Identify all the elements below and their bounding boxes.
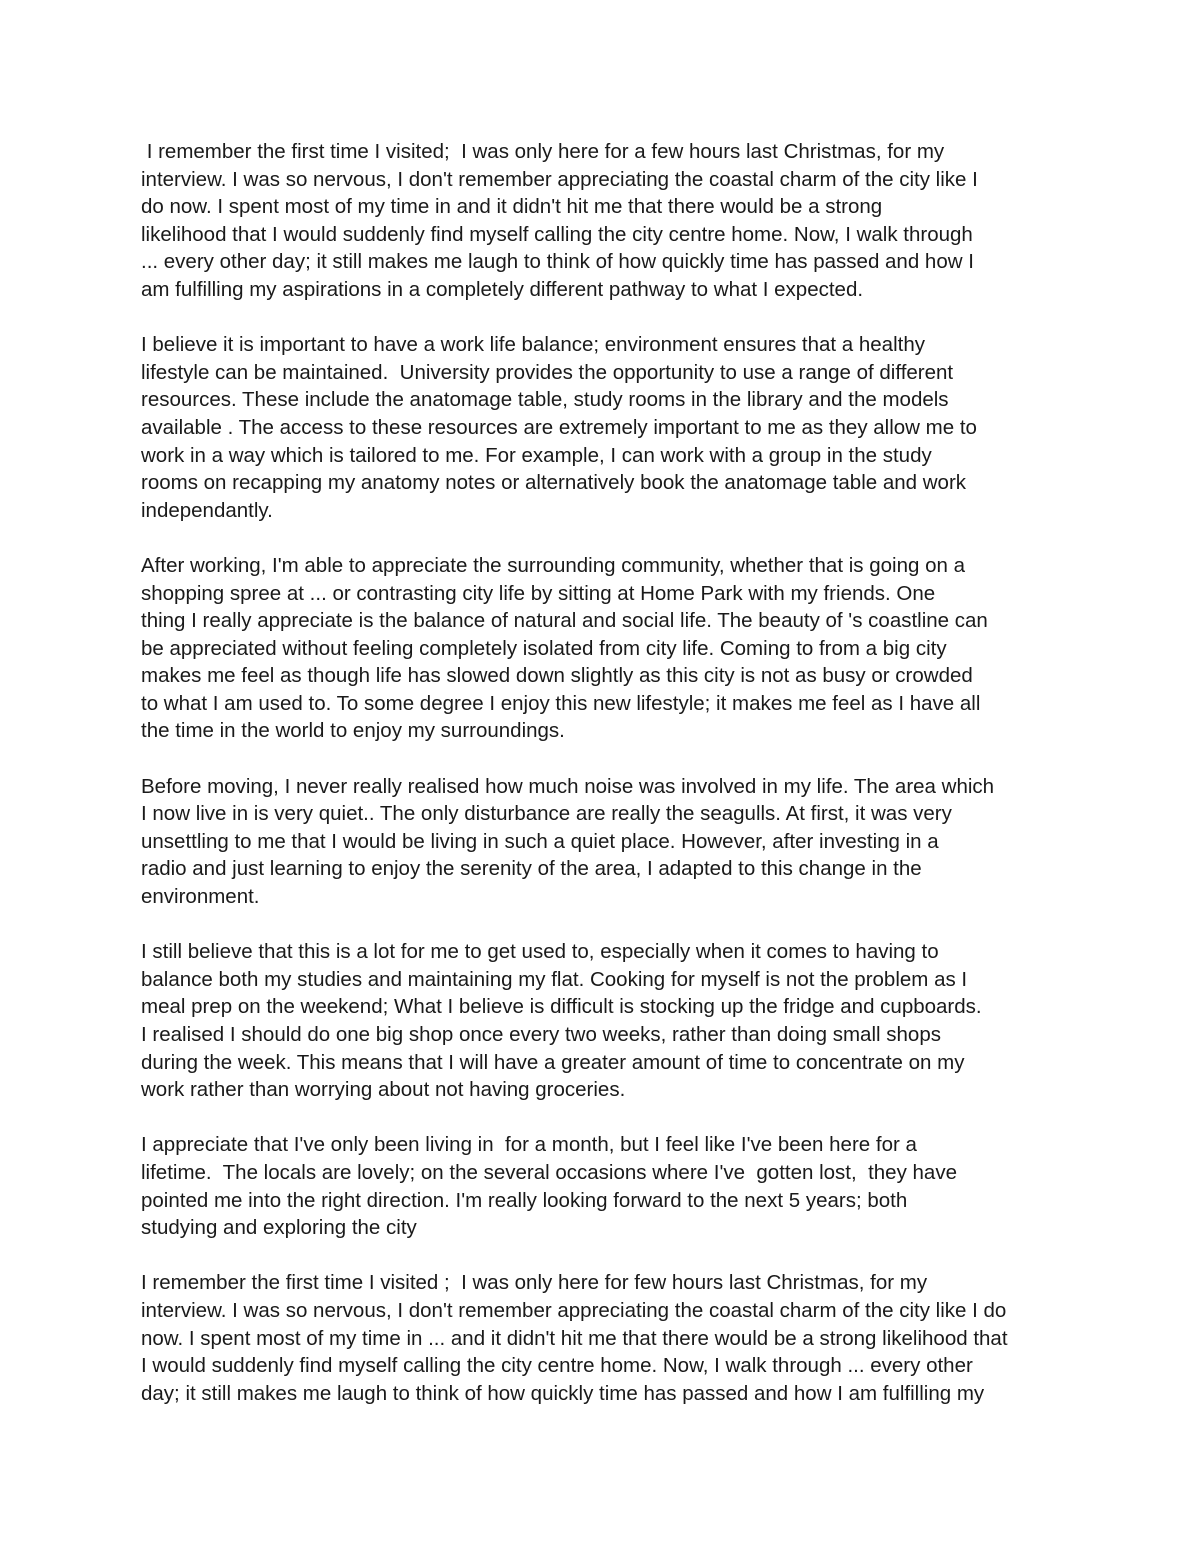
text-line: unsettling to me that I would be living in such a quiet place. However, after investing in a <box>141 829 939 853</box>
text-line: environment. <box>141 885 260 909</box>
text-line: the time in the world to enjoy my surroundings. <box>141 719 565 743</box>
text-line: to what I am used to. To some degree I enjoy this new lifestyle; it makes me feel as I have all <box>141 691 981 715</box>
text-line: I would suddenly find myself calling the city centre home. Now, I walk through ... every other <box>141 1354 973 1378</box>
paragraph <box>141 1131 1071 1241</box>
text-line: during the week. This means that I will have a greater amount of time to concentrate on my <box>141 1050 965 1074</box>
text-line: I remember the first time I visited ; I was only here for few hours last Christmas, for my <box>141 1271 928 1295</box>
paragraph <box>141 138 1071 304</box>
text-line: studying and exploring the city <box>141 1216 417 1240</box>
text-line: be appreciated without feeling completely isolated from city life. Coming to from a big city <box>141 636 947 660</box>
text-line: likelihood that I would suddenly find myself calling the city centre home. Now, I walk through <box>141 222 973 246</box>
text-line: lifestyle can be maintained. University provides the opportunity to use a range of different <box>141 360 954 384</box>
text-line: radio and just learning to enjoy the serenity of the area, I adapted to this change in the <box>141 857 922 881</box>
paragraph <box>141 331 1071 524</box>
text-line: day; it still makes me laugh to think of how quickly time has passed and how I am fulfilling my <box>141 1381 985 1405</box>
text-line: interview. I was so nervous, I don't remember appreciating the coastal charm of the city like I do <box>141 1298 1007 1322</box>
text-line: work in a way which is tailored to me. For example, I can work with a group in the study <box>141 443 932 467</box>
text-line: I appreciate that I've only been living in for a month, but I feel like I've been here for a <box>141 1133 917 1157</box>
text-line: interview. I was so nervous, I don't remember appreciating the coastal charm of the city like I <box>141 167 978 191</box>
text-line: meal prep on the weekend; What I believe is difficult is stocking up the fridge and cupboards. <box>141 995 982 1019</box>
text-line: independantly. <box>141 498 273 522</box>
paragraph <box>141 1269 1071 1407</box>
text-line: I believe it is important to have a work life balance; environment ensures that a healthy <box>141 333 925 357</box>
text-line: do now. I spent most of my time in and it didn't hit me that there would be a strong <box>141 195 883 219</box>
text-line: rooms on recapping my anatomy notes or alternatively book the anatomage table and work <box>141 471 967 495</box>
text-line: now. I spent most of my time in ... and it didn't hit me that there would be a strong likelihood that <box>141 1326 1008 1350</box>
text-line: I still believe that this is a lot for me to get used to, especially when it comes to having to <box>141 940 939 964</box>
text-line: After working, I'm able to appreciate the surrounding community, whether that is going on a <box>141 553 965 577</box>
text-line: ... every other day; it still makes me laugh to think of how quickly time has passed and how I <box>141 250 974 274</box>
text-line: lifetime. The locals are lovely; on the several occasions where I've gotten lost, they have <box>141 1160 957 1184</box>
text-line: work rather than worrying about not having groceries. <box>141 1078 626 1102</box>
paragraph <box>141 938 1071 1104</box>
text-line: pointed me into the right direction. I'm really looking forward to the next 5 years; both <box>141 1188 908 1212</box>
text-line: am fulfilling my aspirations in a completely different pathway to what I expected. <box>141 277 864 301</box>
document-body <box>141 138 1071 1435</box>
text-line: Before moving, I never really realised how much noise was involved in my life. The area which <box>141 774 995 798</box>
text-line: I remember the first time I visited; I was only here for a few hours last Christmas, for my <box>141 140 945 163</box>
text-line: resources. These include the anatomage table, study rooms in the library and the models <box>141 388 949 412</box>
paragraph <box>141 552 1071 745</box>
paragraph <box>141 773 1071 911</box>
text-line: I realised I should do one big shop once every two weeks, rather than doing small shops <box>141 1023 941 1046</box>
text-line: balance both my studies and maintaining my flat. Cooking for myself is not the problem as I <box>141 967 968 991</box>
text-line: I now live in is very quiet.. The only disturbance are really the seagulls. At first, it was very <box>141 802 952 826</box>
text-line: makes me feel as though life has slowed down slightly as this city is not as busy or crowded <box>141 664 973 688</box>
text-line: available . The access to these resources are extremely important to me as they allow me to <box>141 415 977 439</box>
text-line: shopping spree at ... or contrasting city life by sitting at Home Park with my friends. One <box>141 581 936 605</box>
text-line: thing I really appreciate is the balance of natural and social life. The beauty of 's coastline can <box>141 609 988 633</box>
